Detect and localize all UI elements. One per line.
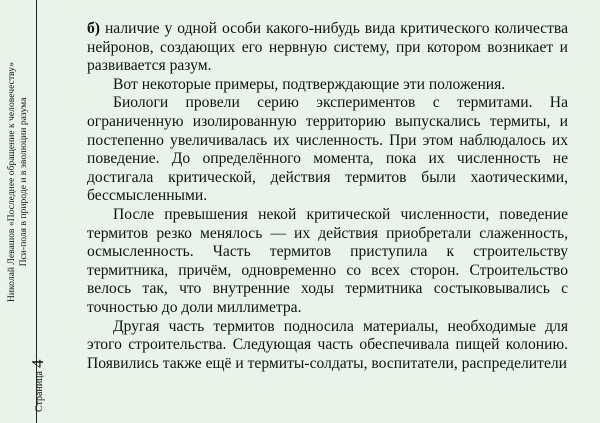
sidebar-rotated-text — [6, 12, 50, 412]
paragraph — [87, 20, 568, 76]
paragraph: Другая часть термитов подносила материалы, необходимые для этого строительства. Следующая часть обеспечивала пищей колонию. Появились также ещё и термиты-солдаты, воспитатели, распределители — [87, 317, 568, 372]
list-marker: б) — [87, 20, 100, 37]
paragraph-text: наличие у одной особи какого-нибудь вида критического количества нейронов, создающих его нервную систему, при котором возникает и развивается разум. — [87, 20, 568, 75]
page-indicator — [28, 359, 48, 411]
paragraph: Вот некоторые примеры, подтверждающие эти положения. — [113, 75, 506, 93]
page-sidebar — [0, 0, 56, 423]
book-title-line-1: Николай Левашов «Последнее обращение к человечеству» — [6, 61, 17, 302]
page-label: Страница — [34, 370, 45, 412]
book-title-line-2: Пси-поля в природе и в эволюции разума — [18, 97, 29, 266]
paragraph: После превышения некой критической численности, поведение термитов резко менялось — их действия приобретали слаженность, осмысленность. Часть термитов приступила к строительству термитника, причём, одновременно со всех сторон. Строительство велось так, что внутренние ходы термитника состыковывались с точностью до доли миллиметра. — [87, 205, 568, 316]
paragraph: Биологи провели серию экспериментов с термитами. На ограниченную изолированную территорию выпускались термиты, и постепенно увеличивалась их численность. При этом наблюдалось их поведение. До определённого момента, пока их численность не достигала критической, действия термитов были хаотическими, бессмысленными. — [87, 94, 568, 205]
page-body — [87, 20, 568, 373]
book-title — [6, 12, 30, 352]
page-number: 4 — [28, 359, 47, 368]
